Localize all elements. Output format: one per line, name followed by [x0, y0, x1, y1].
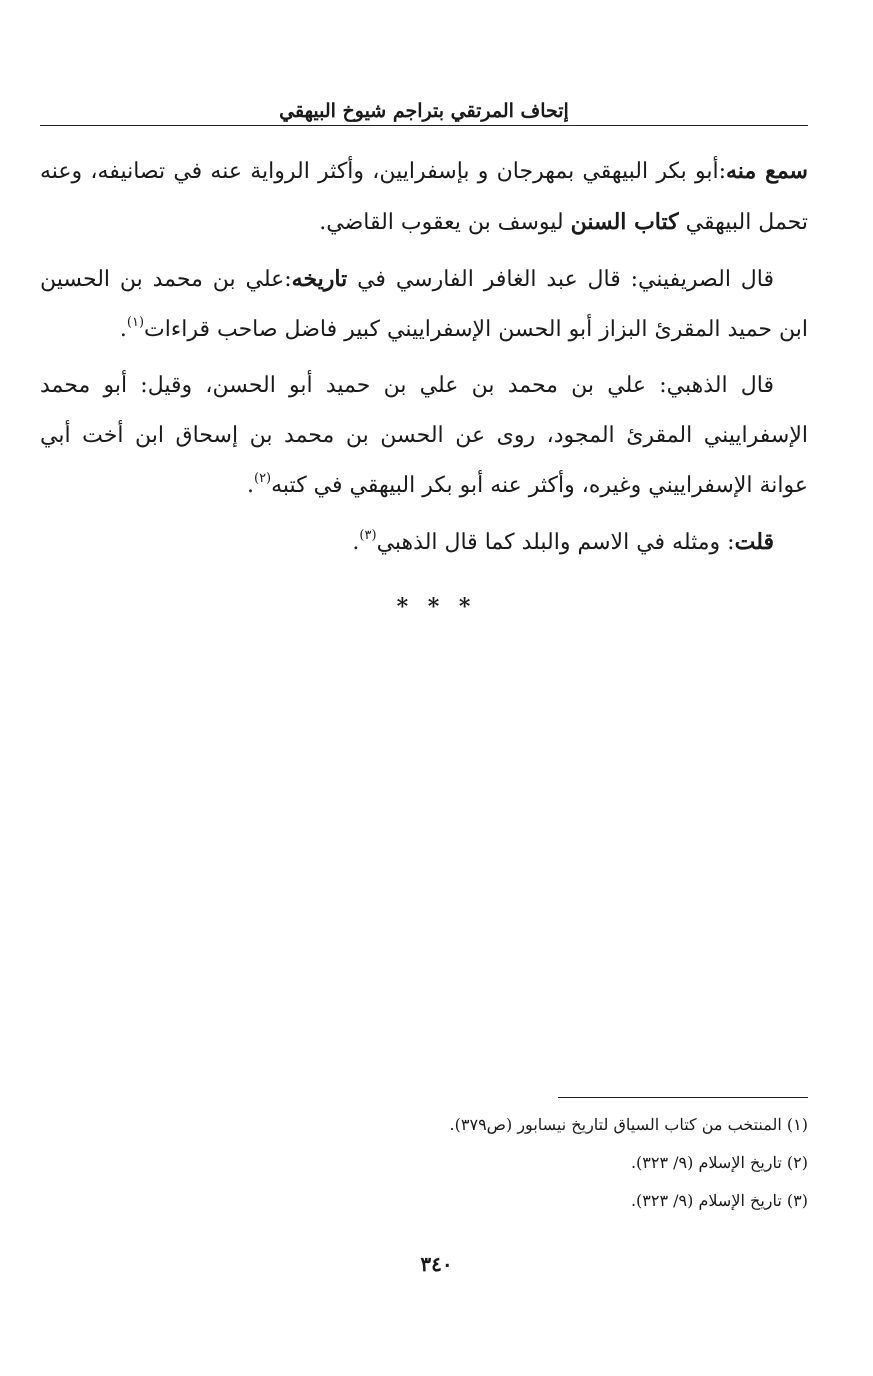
paragraph-lead: سمع منه	[726, 158, 808, 184]
paragraph-text: :أبو بكر البيهقي بمهرجان و بإسفرايين، وأكثر الرواية عنه في تصانيفه، وعنه تحمل البيهقي	[40, 159, 808, 235]
section-separator: * * *	[396, 594, 477, 620]
paragraph-text: : ومثله في الاسم والبلد كما قال الذهبي	[376, 530, 735, 555]
book-title-bold: كتاب السنن	[570, 209, 679, 235]
footnotes	[40, 1106, 808, 1220]
footnote-marker[interactable]: (٣)	[359, 528, 377, 543]
paragraph-text-continued: ليوسف بن يعقوب القاضي.	[319, 210, 571, 235]
footnote-2: (٢) تاريخ الإسلام (٩/ ٣٢٣).	[630, 1153, 808, 1172]
main-text	[40, 146, 808, 574]
paragraph-heard-from	[40, 146, 808, 248]
header-rule	[40, 125, 808, 126]
book-title-bold: تاريخه	[291, 266, 348, 292]
paragraph-text: قال الصريفيني: قال عبد الغافر الفارسي في	[347, 267, 775, 292]
page-number: ٣٤٠	[420, 1252, 453, 1276]
full-stop: .	[119, 317, 127, 342]
paragraph-dhahabi	[40, 361, 808, 511]
footnote-marker[interactable]: (٢)	[253, 471, 272, 486]
footnote-3: (٣) تاريخ الإسلام (٩/ ٣٢٣).	[630, 1191, 808, 1210]
paragraph-sarifini	[40, 254, 808, 355]
paragraph-text-continued: :علي بن محمد بن الحسين ابن حميد المقرئ البزاز أبو الحسن الإسفراييني كبير فاضل صاحب قراءات	[40, 267, 808, 342]
full-stop: .	[352, 530, 360, 555]
footnote-1: (١) المنتخب من كتاب السياق لتاريخ نيسابور (ص٣٧٩).	[449, 1115, 808, 1134]
running-header: إتحاف المرتقي بتراجم شيوخ البيهقي	[279, 100, 569, 122]
full-stop: .	[246, 473, 254, 498]
paragraph-text: قال الذهبي: علي بن محمد بن علي بن حميد أبو الحسن، وقيل: أبو محمد الإسفراييني المقرئ المجود، روى عن الحسن بن محمد بن إسحاق ابن أخت أبي عوانة الإسفراييني وغيره، وأكثر عنه أبو بكر البيهقي في كتبه	[40, 373, 808, 498]
footnote-marker[interactable]: (١)	[126, 315, 145, 330]
paragraph-lead: قلت	[734, 529, 774, 555]
paragraph-author-note	[40, 517, 808, 568]
footnote-rule	[558, 1097, 808, 1098]
